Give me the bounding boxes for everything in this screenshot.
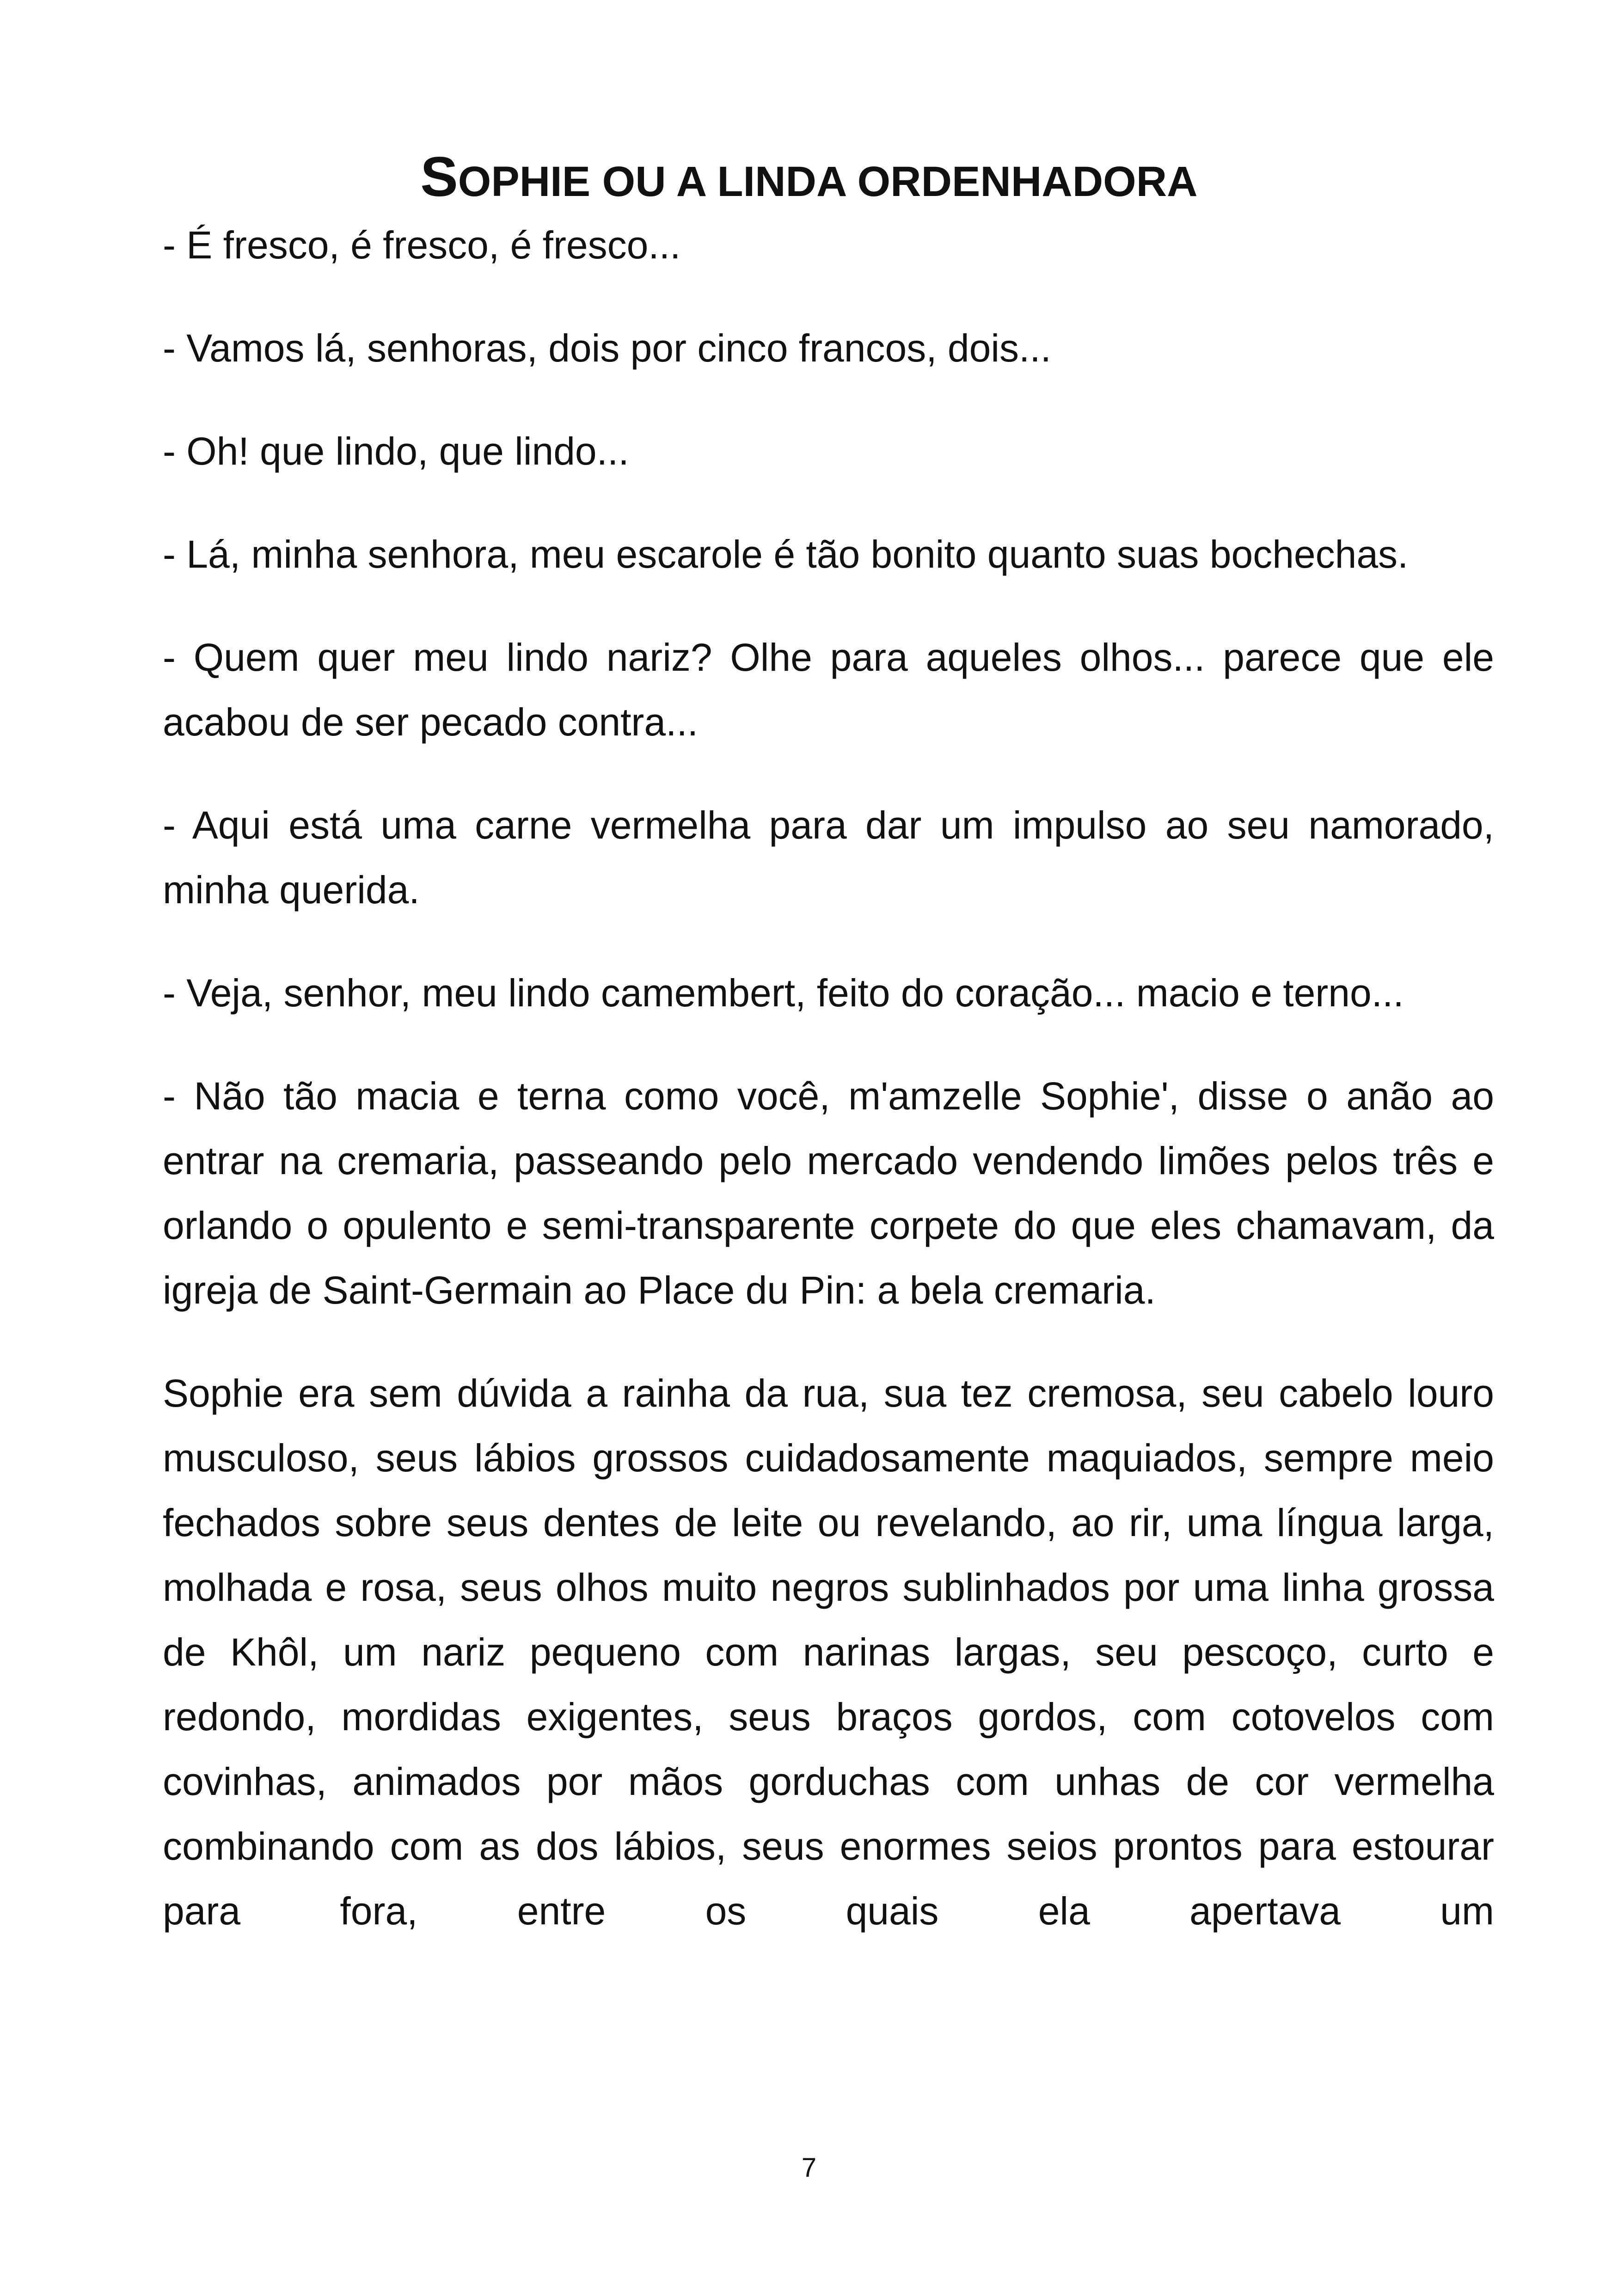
chapter-title	[0, 147, 1618, 212]
paragraph: - Não tão macia e terna como você, m'amzelle Sophie', disse o anão ao entrar na cremaria, passeando pelo mercado vendendo limões pelos três e orlando o opulento e semi-transparente corpete do que eles chamavam, da igreja de Saint-Germain ao Place du Pin: a bela cremaria.	[163, 1074, 1494, 1312]
paragraph: - Oh! que lindo, que lindo...	[163, 429, 629, 473]
page-number: 7	[801, 2153, 817, 2183]
paragraph: - Lá, minha senhora, meu escarole é tão bonito quanto suas bochechas.	[163, 533, 1409, 576]
paragraph: Sophie era sem dúvida a rainha da rua, sua tez cremosa, seu cabelo louro musculoso, seus lábios grossos cuidadosamente maquiados, sempre meio fechados sobre seus dentes de leite ou revelando, ao rir, uma língua larga, molhada e rosa, seus olhos muito negros sublinhados por uma linha grossa de Khôl, um nariz pequeno com narinas largas, seu pescoço, curto e redondo, mordidas exigentes, seus braços gordos, com cotovelos com covinhas, animados por mãos gorduchas com unhas de cor vermelha combinando com as dos lábios, seus enormes seios prontos para estourar para fora, entre os quais ela apertava um	[163, 1371, 1494, 1933]
body-text	[163, 213, 1494, 1943]
paragraph: - É fresco, é fresco, é fresco...	[163, 223, 681, 267]
paragraph: - Vamos lá, senhoras, dois por cinco francos, dois...	[163, 326, 1051, 370]
chapter-title-initial: S	[420, 145, 458, 208]
paragraph: - Aqui está uma carne vermelha para dar um impulso ao seu namorado, minha querida.	[163, 803, 1494, 912]
chapter-title-rest: OPHIE OU A LINDA ORDENHADORA	[458, 158, 1198, 205]
paragraph: - Quem quer meu lindo nariz? Olhe para aqueles olhos... parece que ele acabou de ser pecado contra...	[163, 636, 1494, 744]
paragraph: - Veja, senhor, meu lindo camembert, feito do coração... macio e terno...	[163, 971, 1404, 1015]
